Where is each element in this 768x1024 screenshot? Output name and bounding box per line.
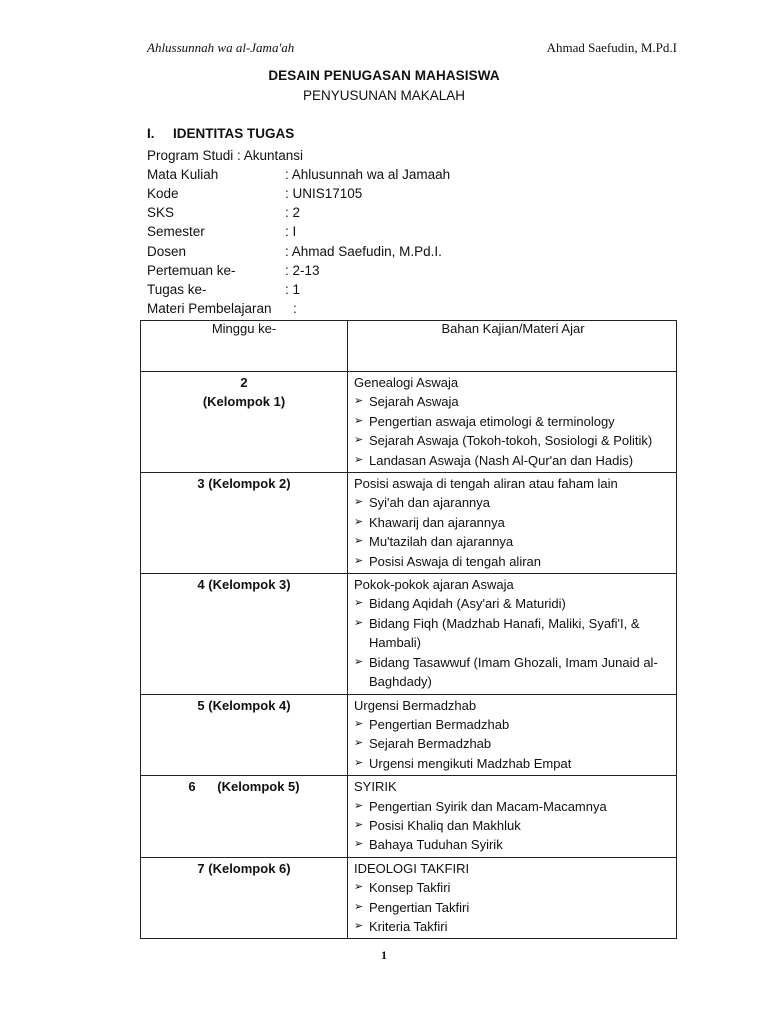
material-cell	[348, 473, 677, 574]
identity-value: : I	[285, 224, 297, 239]
arrow-bullet-icon: ➢	[354, 756, 364, 769]
material-cell	[348, 857, 677, 939]
arrow-bullet-icon: ➢	[354, 655, 364, 668]
week-cell	[141, 694, 348, 776]
identity-label: Semester	[147, 224, 205, 239]
identity-label: Kode	[147, 186, 179, 201]
list-item-text: Syi'ah dan ajarannya	[369, 495, 491, 511]
table-row	[141, 473, 677, 574]
material-cell	[348, 372, 677, 473]
table-row	[141, 776, 677, 858]
list-item	[354, 513, 672, 532]
identity-label: SKS	[147, 205, 175, 220]
material-cell	[348, 574, 677, 694]
week-number: 5 (Kelompok 4)	[197, 697, 291, 713]
identity-value: : Ahmad Saefudin, M.Pd.I.	[285, 244, 442, 259]
arrow-bullet-icon: ➢	[354, 434, 364, 447]
section-heading	[147, 126, 294, 141]
week-cell	[141, 372, 348, 473]
arrow-bullet-icon: ➢	[354, 838, 364, 851]
list-item-text: Mu'tazilah dan ajarannya	[369, 534, 514, 550]
identity-value: : 2-13	[285, 263, 320, 278]
identity-label: Program Studi	[147, 148, 234, 163]
table-header-row	[141, 321, 677, 372]
arrow-bullet-icon: ➢	[354, 881, 364, 894]
header-author: Ahmad Saefudin, M.Pd.I	[546, 40, 677, 55]
list-item-text: Bidang Tasawwuf (Imam Ghozali, Imam Junaid al-Baghdady)	[369, 654, 658, 690]
list-item-text: Konsep Takfiri	[369, 880, 451, 896]
topic-title: Urgensi Bermadzhab	[354, 697, 477, 713]
arrow-bullet-icon: ➢	[354, 717, 364, 730]
list-item	[354, 493, 672, 512]
identity-value: : 2	[285, 205, 301, 220]
list-item	[354, 431, 672, 450]
list-item	[354, 614, 672, 653]
topic-title: Posisi aswaja di tengah aliran atau faham lain	[354, 476, 618, 492]
list-item	[354, 917, 672, 936]
week-number: 2	[240, 375, 248, 390]
identity-value: : Akuntansi	[237, 148, 304, 163]
list-item-text: Pengertian Syirik dan Macam-Macamnya	[369, 798, 607, 814]
document-title: DESAIN PENUGASAN MAHASISWA	[268, 68, 500, 83]
week-cell	[141, 776, 348, 858]
topic-title: IDEOLOGI TAKFIRI	[354, 860, 470, 876]
identity-label: Dosen	[147, 244, 187, 259]
week-cell	[141, 574, 348, 694]
list-item	[354, 412, 672, 431]
list-item	[354, 816, 672, 835]
section-number: I.	[147, 126, 155, 141]
arrow-bullet-icon: ➢	[354, 900, 364, 913]
material-cell	[348, 694, 677, 776]
week-cell	[141, 857, 348, 939]
arrow-bullet-icon: ➢	[354, 597, 364, 610]
page-header	[147, 40, 677, 60]
week-cell	[141, 473, 348, 574]
arrow-bullet-icon: ➢	[354, 535, 364, 548]
list-item	[354, 878, 672, 897]
arrow-bullet-icon: ➢	[354, 799, 364, 812]
identity-value: : UNIS17105	[285, 186, 363, 201]
week-number: 4 (Kelompok 3)	[197, 577, 291, 593]
identity-label: Materi Pembelajaran	[147, 301, 272, 316]
list-item-text: Posisi Aswaja di tengah aliran	[369, 553, 541, 569]
arrow-bullet-icon: ➢	[354, 496, 364, 509]
list-item-text: Pengertian Takfiri	[369, 899, 470, 915]
list-item	[354, 835, 672, 854]
document-subtitle: PENYUSUNAN MAKALAH	[302, 88, 466, 103]
week-number: 6 (Kelompok 5)	[188, 779, 300, 795]
arrow-bullet-icon: ➢	[354, 453, 364, 466]
page-number: 1	[381, 948, 387, 962]
week-number: 7 (Kelompok 6)	[197, 860, 291, 876]
table-row	[141, 857, 677, 939]
identity-label: Pertemuan ke-	[147, 263, 236, 278]
table-row	[141, 694, 677, 776]
list-item	[354, 797, 672, 816]
table-row	[141, 372, 677, 473]
arrow-bullet-icon: ➢	[354, 818, 364, 831]
list-item	[354, 451, 672, 470]
topic-title: Pokok-pokok ajaran Aswaja	[354, 577, 514, 593]
list-item-text: Pengertian aswaja etimologi & terminology	[369, 413, 615, 429]
identity-value: : 1	[285, 282, 301, 297]
list-item	[354, 552, 672, 571]
arrow-bullet-icon: ➢	[354, 395, 364, 408]
arrow-bullet-icon: ➢	[354, 414, 364, 427]
arrow-bullet-icon: ➢	[354, 919, 364, 932]
list-item-text: Sejarah Bermadzhab	[369, 736, 492, 752]
header-book-title: Ahlussunnah wa al-Jama'ah	[147, 40, 295, 55]
list-item-text: Landasan Aswaja (Nash Al-Qur'an dan Hadis)	[369, 452, 634, 468]
materials-table	[140, 320, 677, 939]
arrow-bullet-icon: ➢	[354, 515, 364, 528]
identity-value: : Ahlusunnah wa al Jamaah	[285, 167, 451, 182]
list-item-text: Sejarah Aswaja	[369, 394, 459, 410]
list-item-text: Bidang Fiqh (Madzhab Hanafi, Maliki, Syafi'I, & Hambali)	[369, 615, 640, 651]
list-item	[354, 392, 672, 411]
arrow-bullet-icon: ➢	[354, 737, 364, 750]
topic-title: Genealogi Aswaja	[354, 375, 459, 390]
header-material: Bahan Kajian/Materi Ajar	[348, 321, 677, 372]
list-item	[354, 532, 672, 551]
header-week: Minggu ke-	[141, 321, 348, 372]
table-row	[141, 574, 677, 694]
list-item	[354, 715, 672, 734]
list-item	[354, 734, 672, 753]
list-item	[354, 653, 672, 692]
list-item	[354, 754, 672, 773]
identity-value: :	[293, 301, 297, 316]
identity-label: Tugas ke-	[147, 282, 207, 297]
list-item-text: Khawarij dan ajarannya	[369, 514, 505, 530]
list-item	[354, 898, 672, 917]
list-item-text: Bahaya Tuduhan Syirik	[369, 837, 503, 853]
topic-title: SYIRIK	[354, 779, 397, 795]
identity-label: Mata Kuliah	[147, 167, 219, 182]
list-item-text: Posisi Khaliq dan Makhluk	[369, 817, 521, 833]
list-item-text: Bidang Aqidah (Asy'ari & Maturidi)	[369, 596, 566, 612]
list-item-text: Kriteria Takfiri	[369, 918, 448, 934]
list-item-text: Pengertian Bermadzhab	[369, 716, 510, 732]
material-cell	[348, 776, 677, 858]
arrow-bullet-icon: ➢	[354, 616, 364, 629]
list-item	[354, 594, 672, 613]
arrow-bullet-icon: ➢	[354, 554, 364, 567]
week-group: (Kelompok 1)	[202, 394, 286, 410]
list-item-text: Sejarah Aswaja (Tokoh-tokoh, Sosiologi & Politik)	[369, 433, 653, 449]
week-number: 3 (Kelompok 2)	[197, 476, 291, 492]
section-title: IDENTITAS TUGAS	[173, 126, 295, 141]
list-item-text: Urgensi mengikuti Madzhab Empat	[369, 755, 572, 771]
